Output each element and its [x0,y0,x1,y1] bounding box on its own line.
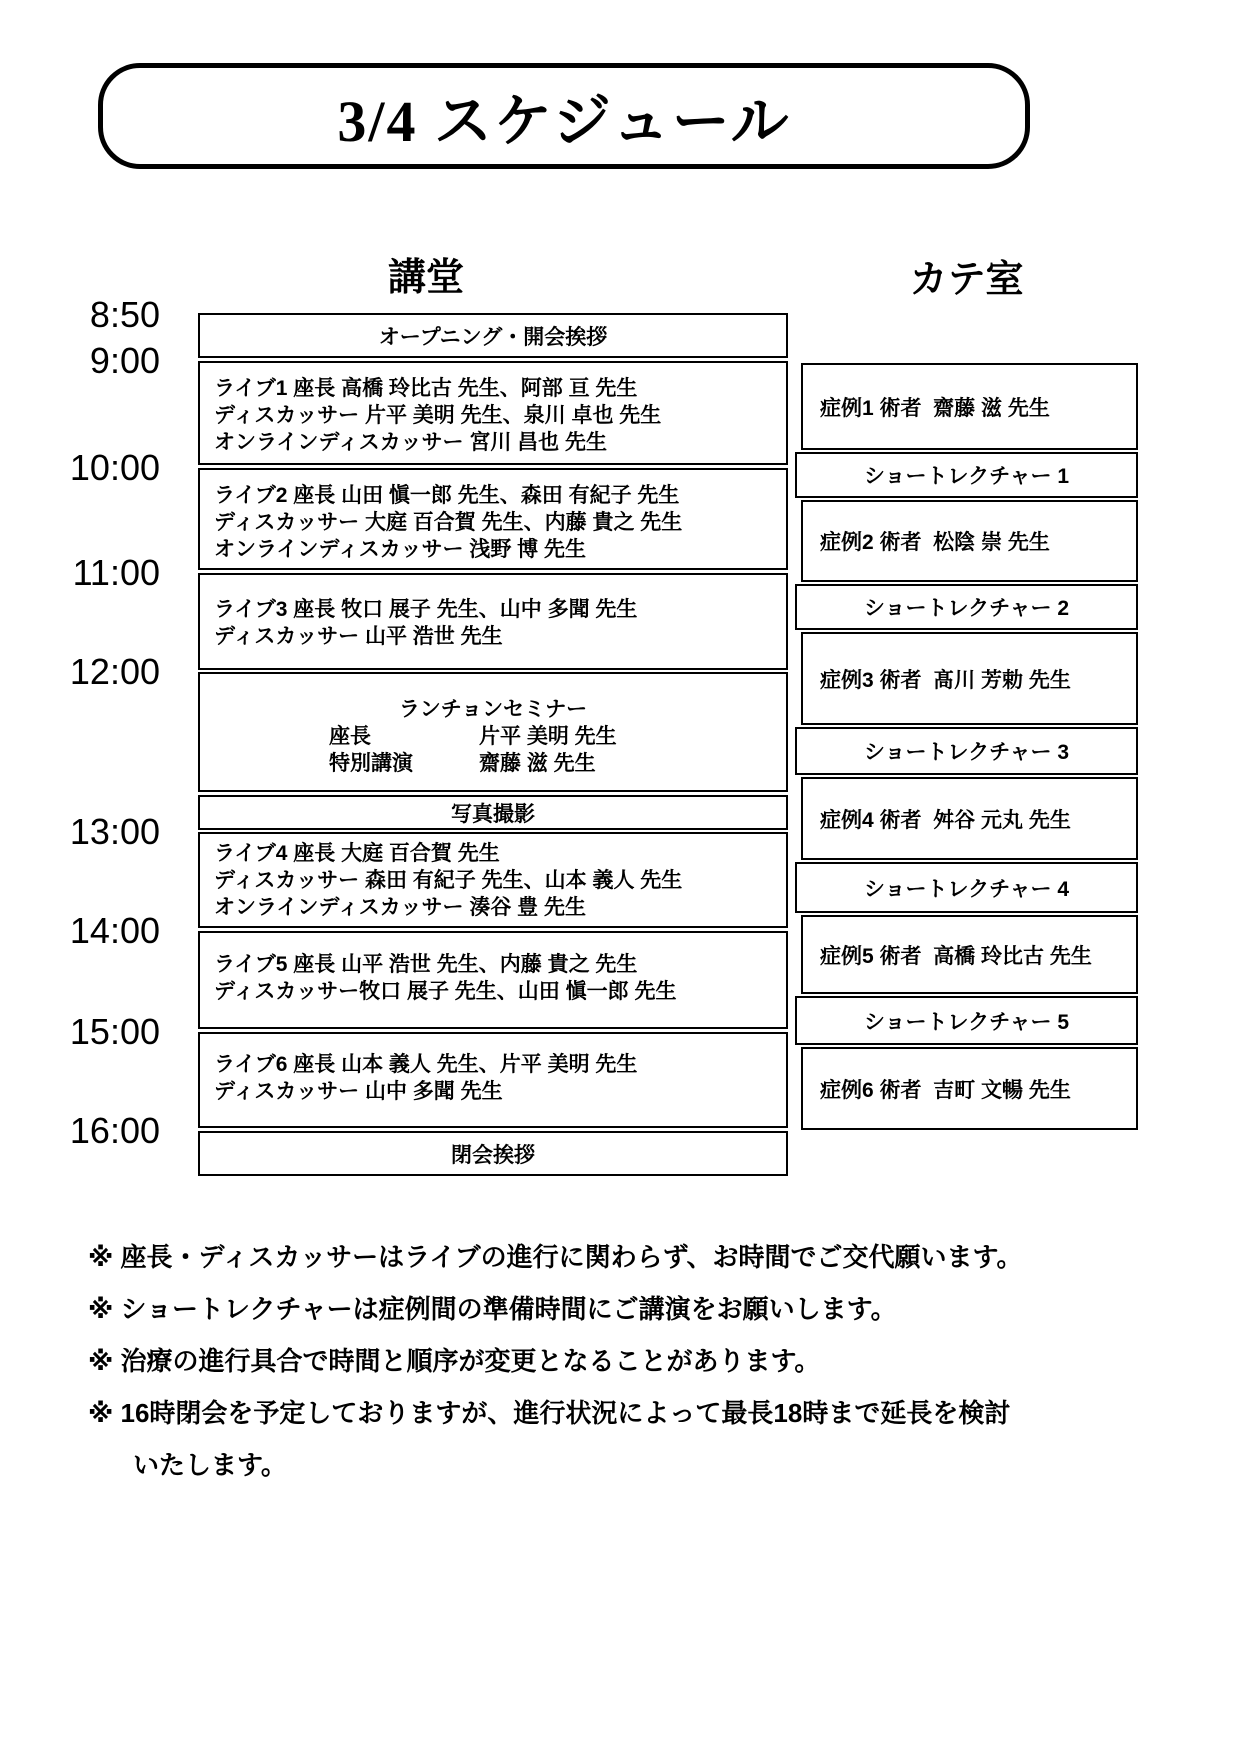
block-luncheon [198,672,788,792]
note-line: ※ 16時閉会を予定しておりますが、進行状況によって最長18時まで延長を検討 [88,1398,1011,1428]
title-box [98,63,1030,169]
session-line: ディスカッサー 山平 浩世 先生 [214,625,503,648]
short-lecture-block-5: ショートレクチャー 5 [795,996,1138,1045]
column-header-cathlab: カテ室 [909,259,1024,301]
session-line: ディスカッサー 大庭 百合賀 先生、内藤 貴之 先生 [214,511,683,534]
time-label: 12:00 [69,651,160,692]
case-block-6: 症例6 術者 吉町 文暢 先生 [801,1047,1138,1130]
block-live1 [198,361,788,465]
note-line: ※ ショートレクチャーは症例間の準備時間にご講演をお願いします。 [88,1294,897,1324]
block-live4 [198,832,788,928]
session-line: ライブ1 座長 高橋 玲比古 先生、阿部 亘 先生 [214,377,638,400]
block-live2 [198,468,788,570]
luncheon-row [200,750,786,777]
time-label: 14:00 [69,910,160,951]
block-live6 [198,1032,788,1128]
time-label: 15:00 [69,1011,160,1052]
block-live3 [198,573,788,670]
session-line: オンラインディスカッサー 湊谷 豊 先生 [214,896,586,919]
case-block-4: 症例4 術者 舛谷 元丸 先生 [801,777,1138,860]
luncheon-title: ランチョンセミナー [398,698,588,721]
time-label: 10:00 [69,447,160,488]
note-line: ※ 座長・ディスカッサーはライブの進行に関わらず、お時間でご交代願います。 [88,1242,1023,1272]
case-block-1: 症例1 術者 齋藤 滋 先生 [801,363,1138,450]
note-line-continuation: いたします。 [133,1450,287,1480]
note-line: ※ 治療の進行具合で時間と順序が変更となることがあります。 [88,1346,821,1376]
time-label: 8:50 [89,294,160,335]
column-header-auditorium: 講堂 [387,257,464,299]
time-label: 9:00 [89,340,160,381]
block-opening-label: オープニング・開会挨拶 [378,325,608,349]
block-opening [198,313,788,358]
luncheon-speaker: 齋藤 滋 先生 [479,752,596,775]
block-photo [198,795,788,830]
time-label: 16:00 [69,1110,160,1151]
session-line: ライブ2 座長 山田 愼一郎 先生、森田 有紀子 先生 [214,484,680,507]
case-block-3: 症例3 術者 髙川 芳勅 先生 [801,632,1138,725]
block-closing-label: 閉会挨拶 [451,1143,535,1167]
session-line: ディスカッサー 森田 有紀子 先生、山本 義人 先生 [214,869,683,892]
session-line: オンラインディスカッサー 宮川 昌也 先生 [214,431,607,454]
short-lecture-block-3: ショートレクチャー 3 [795,727,1138,775]
block-photo-label: 写真撮影 [451,802,535,826]
session-line: ライブ6 座長 山本 義人 先生、片平 美明 先生 [214,1053,638,1076]
block-live5 [198,931,788,1029]
session-line: ディスカッサー牧口 展子 先生、山田 愼一郎 先生 [214,980,677,1003]
session-line: ライブ3 座長 牧口 展子 先生、山中 多聞 先生 [214,598,638,621]
session-line: ライブ4 座長 大庭 百合賀 先生 [214,842,500,865]
luncheon-row [200,723,786,750]
time-label: 11:00 [72,552,160,593]
luncheon-role-label: 特別講演 [329,752,413,775]
case-block-2: 症例2 術者 松陰 崇 先生 [801,500,1138,582]
block-closing [198,1131,788,1176]
short-lecture-block-4: ショートレクチャー 4 [795,862,1138,913]
luncheon-speaker: 片平 美明 先生 [479,725,617,748]
session-line: ディスカッサー 山中 多聞 先生 [214,1080,503,1103]
luncheon-role-label: 座長 [329,725,371,748]
time-label: 13:00 [69,811,160,852]
session-line: オンラインディスカッサー 浅野 博 先生 [214,538,586,561]
session-line: ライブ5 座長 山平 浩世 先生、内藤 貴之 先生 [214,953,638,976]
page-title: 3/4 スケジュール [337,89,791,154]
short-lecture-block-1: ショートレクチャー 1 [795,452,1138,498]
session-line: ディスカッサー 片平 美明 先生、泉川 卓也 先生 [214,404,662,427]
short-lecture-block-2: ショートレクチャー 2 [795,584,1138,630]
case-block-5: 症例5 術者 高橋 玲比古 先生 [801,915,1138,994]
